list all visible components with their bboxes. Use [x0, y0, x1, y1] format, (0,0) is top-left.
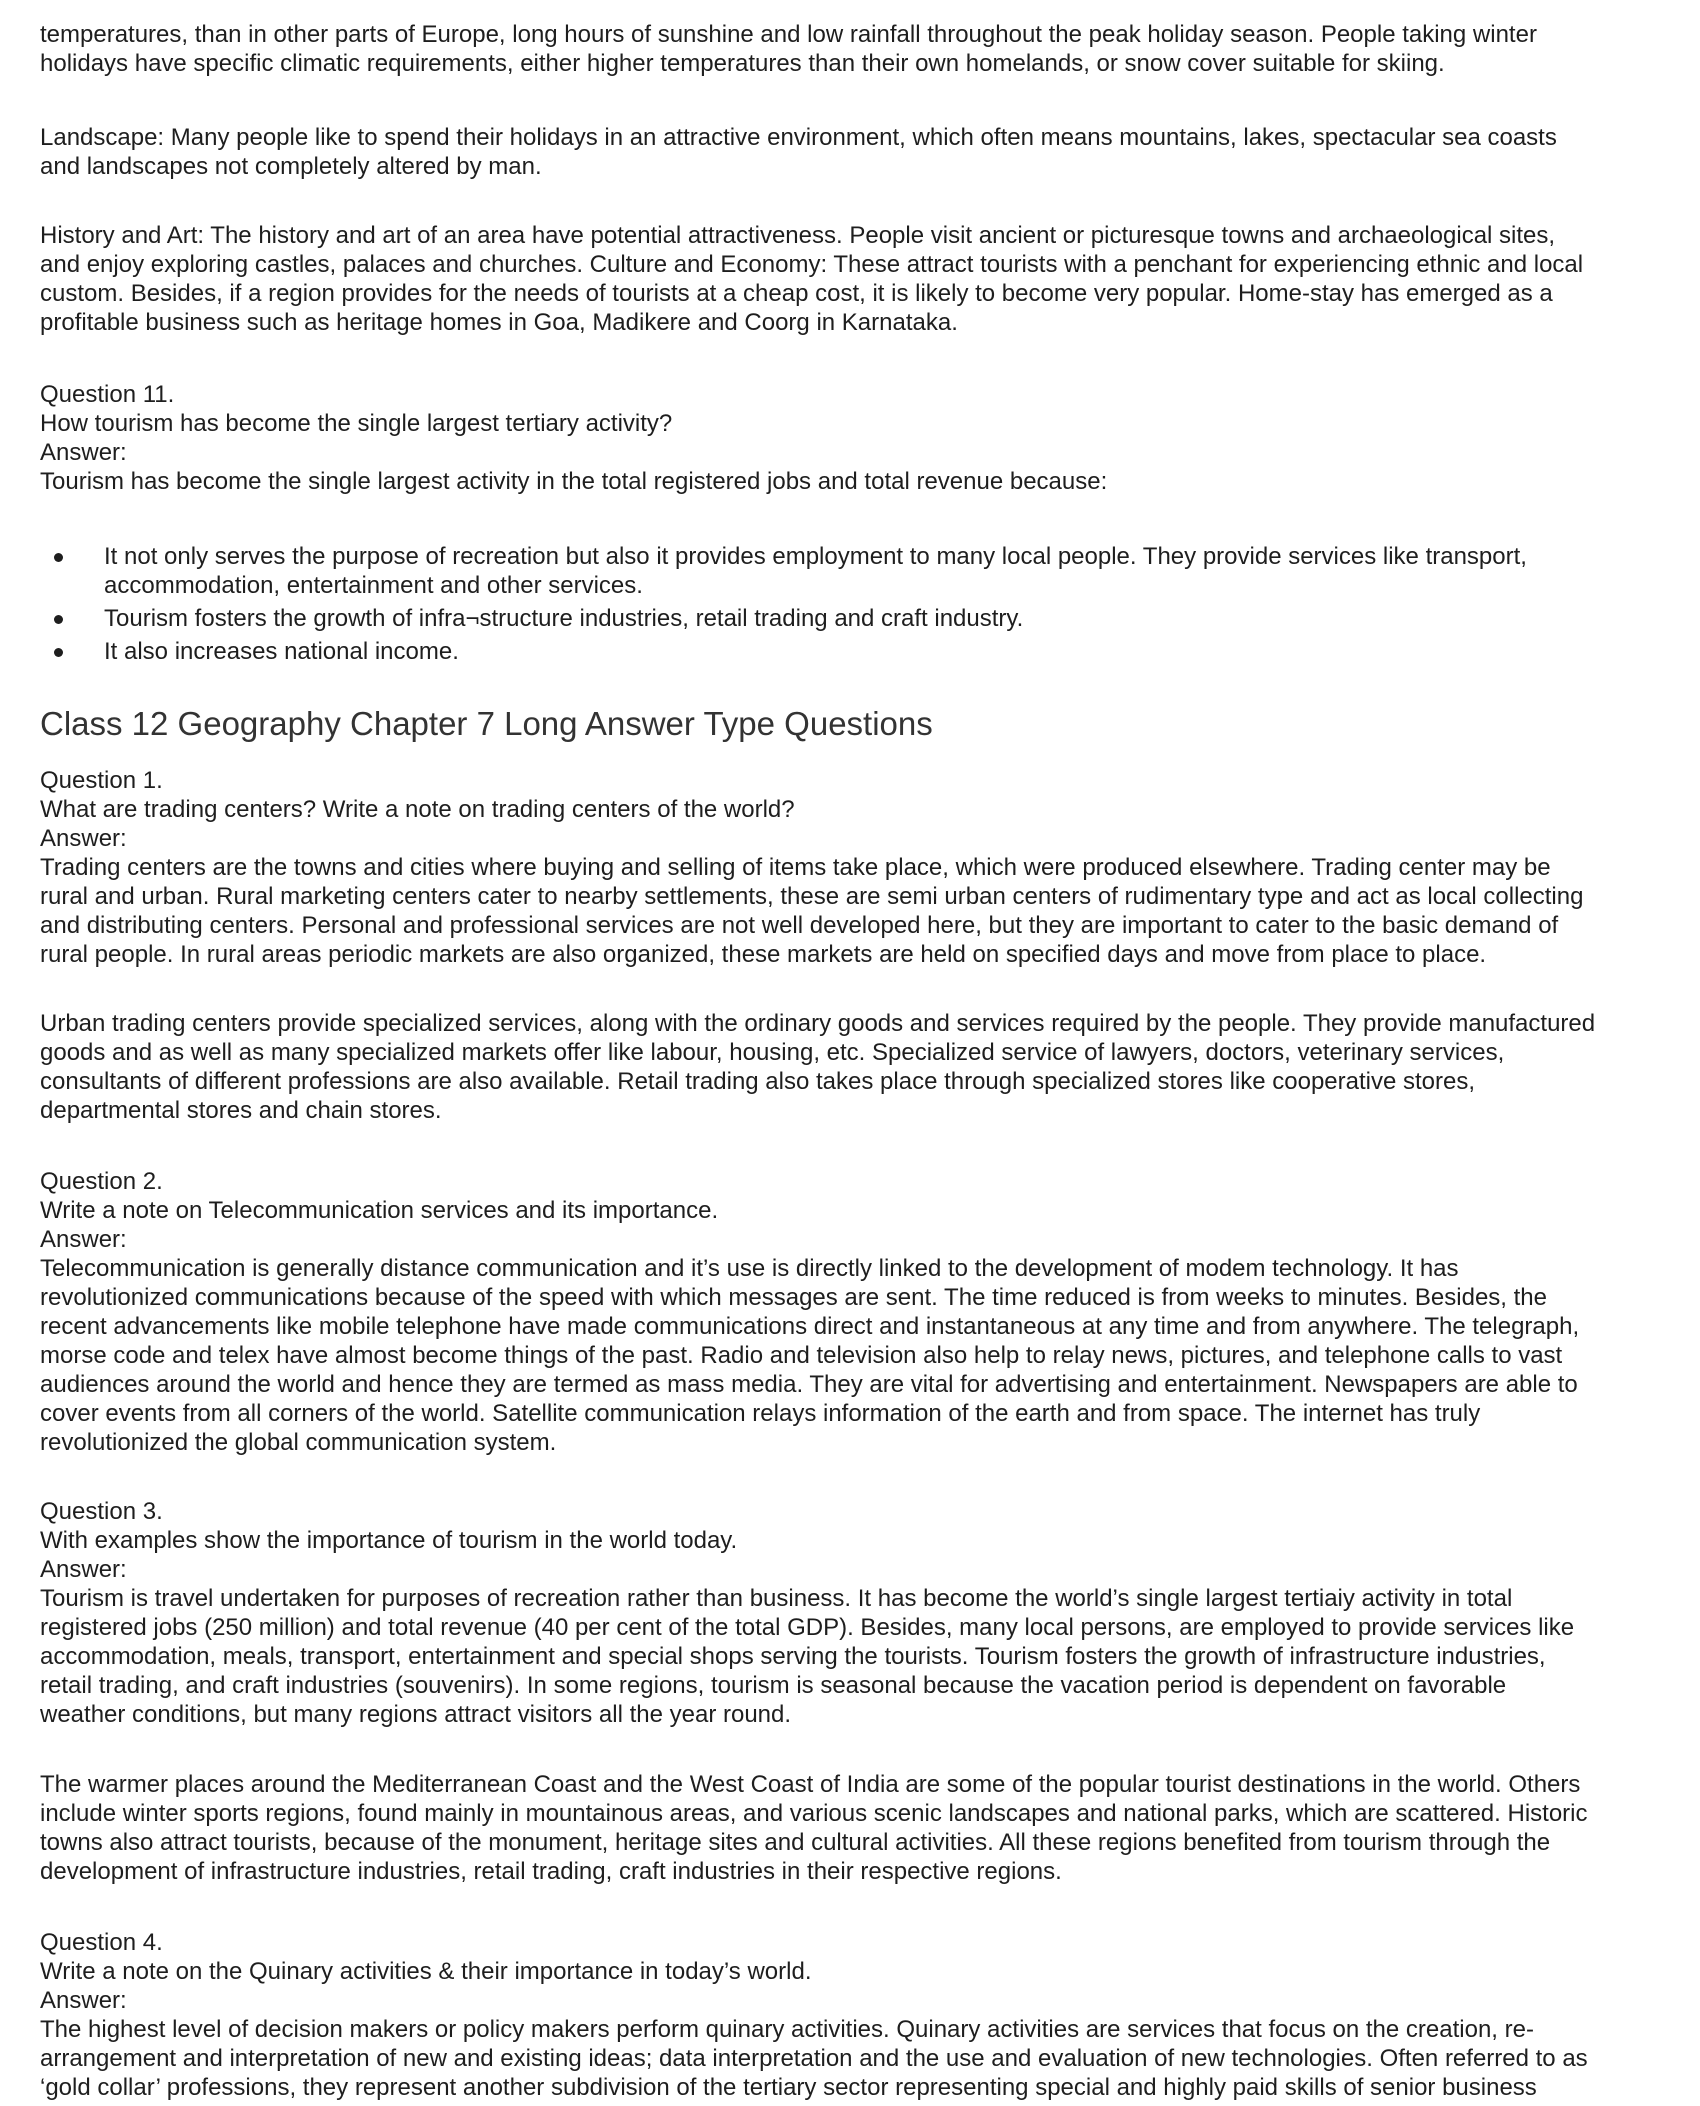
text-line: registered jobs (250 million) and total revenue (40 per cent of the total GDP). Besides, many local persons, are employed to provide services like: [40, 1614, 1575, 1641]
text-line: Tourism is travel undertaken for purposes of recreation rather than business. It has become the world’s single largest tertiaiy activity in total: [40, 1585, 1513, 1612]
question-number: Question 2.: [40, 1168, 163, 1195]
text-line: morse code and telex have almost become things of the past. Radio and television also help to relay news, pictures, and telephone calls to vast: [40, 1342, 1563, 1369]
question-number: Question 1.: [40, 767, 163, 794]
text-line: custom. Besides, if a region provides for the needs of tourists at a cheap cost, it is likely to become very popular. Home-stay has emerged as a: [40, 280, 1553, 307]
text-line: profitable business such as heritage homes in Goa, Madikere and Coorg in Karnataka.: [40, 309, 958, 336]
text-line: accommodation, entertainment and other services.: [104, 572, 643, 599]
question-11: [40, 380, 1680, 496]
text-line: include winter sports regions, found mainly in mountainous areas, and various scenic landscapes and national parks, which are scattered. Historic: [40, 1800, 1588, 1827]
paragraph-urban-trading: [40, 1009, 1680, 1125]
answer-label: Answer:: [40, 825, 127, 852]
text-line: departmental stores and chain stores.: [40, 1097, 442, 1124]
paragraph-landscape: [40, 123, 1680, 181]
text-line: rural and urban. Rural marketing centers cater to nearby settlements, these are semi urban centers of rudimentary type and act as local collecting: [40, 883, 1584, 910]
text-line: accommodation, meals, transport, entertainment and special shops serving the tourists. Tourism fosters the growth of infrastructure industries,: [40, 1643, 1546, 1670]
answer-label: Answer:: [40, 1556, 127, 1583]
paragraph-history-art: [40, 221, 1680, 337]
text-line: Tourism fosters the growth of infra¬structure industries, retail trading and craft industry.: [104, 605, 1024, 632]
text-line: revolutionized the global communication system.: [40, 1429, 557, 1456]
text-line: consultants of different professions are also available. Retail trading also takes place through specialized stores like cooperative stores,: [40, 1068, 1476, 1095]
text-line: and distributing centers. Personal and professional services are not well developed here, but they are important to cater to the basic demand of: [40, 912, 1559, 939]
bullet-item: [40, 542, 1680, 600]
text-line: audiences around the world and hence they are termed as mass media. They are vital for advertising and entertainment. Newspapers are able to: [40, 1371, 1578, 1398]
question-4: [40, 1928, 1680, 2102]
text-line: It not only serves the purpose of recreation but also it provides employment to many local people. They provide services like transport,: [104, 543, 1527, 570]
text-line: weather conditions, but many regions attract visitors all the year round.: [40, 1701, 792, 1728]
question-number: Question 4.: [40, 1929, 163, 1956]
question-text: With examples show the importance of tourism in the world today.: [40, 1527, 738, 1554]
question-text: Write a note on the Quinary activities & their importance in today’s world.: [40, 1958, 812, 1985]
text-line: retail trading, and craft industries (souvenirs). In some regions, tourism is seasonal because the vacation period is dependent on favorable: [40, 1672, 1507, 1699]
text-line: rural people. In rural areas periodic markets are also organized, these markets are held on specified days and move from place to place.: [40, 941, 1487, 968]
answer-label: Answer:: [40, 1226, 127, 1253]
question-text: What are trading centers? Write a note on trading centers of the world?: [40, 796, 795, 823]
question-1: [40, 766, 1680, 969]
section-heading: Class 12 Geography Chapter 7 Long Answer Type Questions: [40, 705, 933, 742]
text-line: towns also attract tourists, because of the monument, heritage sites and cultural activities. All these regions benefited from tourism through the: [40, 1829, 1551, 1856]
text-line: The warmer places around the Mediterranean Coast and the West Coast of India are some of the popular tourist destinations in the world. Others: [40, 1771, 1581, 1798]
text-line: development of infrastructure industries, retail trading, craft industries in their respective regions.: [40, 1858, 1062, 1885]
bullet-item: [40, 604, 1680, 633]
text-line: revolutionized communications because of the speed with which messages are sent. The time reduced is from weeks to minutes. Besides, the: [40, 1284, 1547, 1311]
text-line: recent advancements like mobile telephone have made communications direct and instantaneous at any time and from anywhere. The telegraph,: [40, 1313, 1580, 1340]
text-line: The highest level of decision makers or policy makers perform quinary activities. Quinary activities are services that focus on the creation, re-: [40, 2016, 1534, 2043]
text-line: Telecommunication is generally distance communication and it’s use is directly linked to the development of modem technology. It has: [40, 1255, 1459, 1282]
bullet-item: [40, 637, 1680, 666]
paragraph-climate: [40, 20, 1680, 78]
answer-label: Answer:: [40, 1987, 127, 2014]
text-line: goods and as well as many specialized markets offer like labour, housing, etc. Specialized service of lawyers, doctors, veterinary services,: [40, 1039, 1505, 1066]
paragraph-warmer-places: [40, 1770, 1680, 1886]
question-3: [40, 1497, 1680, 1729]
question-2: [40, 1167, 1680, 1457]
text-line: cover events from all corners of the world. Satellite communication relays information of the earth and from space. The internet has truly: [40, 1400, 1481, 1427]
text-line: It also increases national income.: [104, 638, 459, 665]
text-line: arrangement and interpretation of new and existing ideas; data interpretation and the use and evaluation of new technologies. Often referred to as: [40, 2045, 1588, 2072]
text-line: and enjoy exploring castles, palaces and churches. Culture and Economy: These attract tourists with a penchant for experiencing ethnic and local: [40, 251, 1584, 278]
question-text: Write a note on Telecommunication services and its importance.: [40, 1197, 719, 1224]
text-line: and landscapes not completely altered by man.: [40, 153, 542, 180]
text-line: temperatures, than in other parts of Europe, long hours of sunshine and low rainfall throughout the peak holiday season. People taking winter: [40, 21, 1537, 48]
text-line: Landscape: Many people like to spend their holidays in an attractive environment, which often means mountains, lakes, spectacular sea coasts: [40, 124, 1557, 151]
text-line: Trading centers are the towns and cities where buying and selling of items take place, which were produced elsewhere. Trading center may be: [40, 854, 1551, 881]
text-line: Urban trading centers provide specialized services, along with the ordinary goods and services required by the people. They provide manufactured: [40, 1010, 1596, 1037]
question-text: How tourism has become the single largest tertiary activity?: [40, 410, 673, 437]
answer-text: Tourism has become the single largest activity in the total registered jobs and total revenue because:: [40, 468, 1108, 495]
question-number: Question 3.: [40, 1498, 163, 1525]
text-line: ‘gold collar’ professions, they represent another subdivision of the tertiary sector representing special and highly paid skills of senior business: [40, 2074, 1537, 2101]
bullet-list: [40, 542, 1680, 670]
text-line: holidays have specific climatic requirements, either higher temperatures than their own homelands, or snow cover suitable for skiing.: [40, 50, 1445, 77]
text-line: History and Art: The history and art of an area have potential attractiveness. People visit ancient or picturesque towns and archaeological sites,: [40, 222, 1556, 249]
question-number: Question 11.: [40, 381, 175, 408]
answer-label: Answer:: [40, 439, 127, 466]
